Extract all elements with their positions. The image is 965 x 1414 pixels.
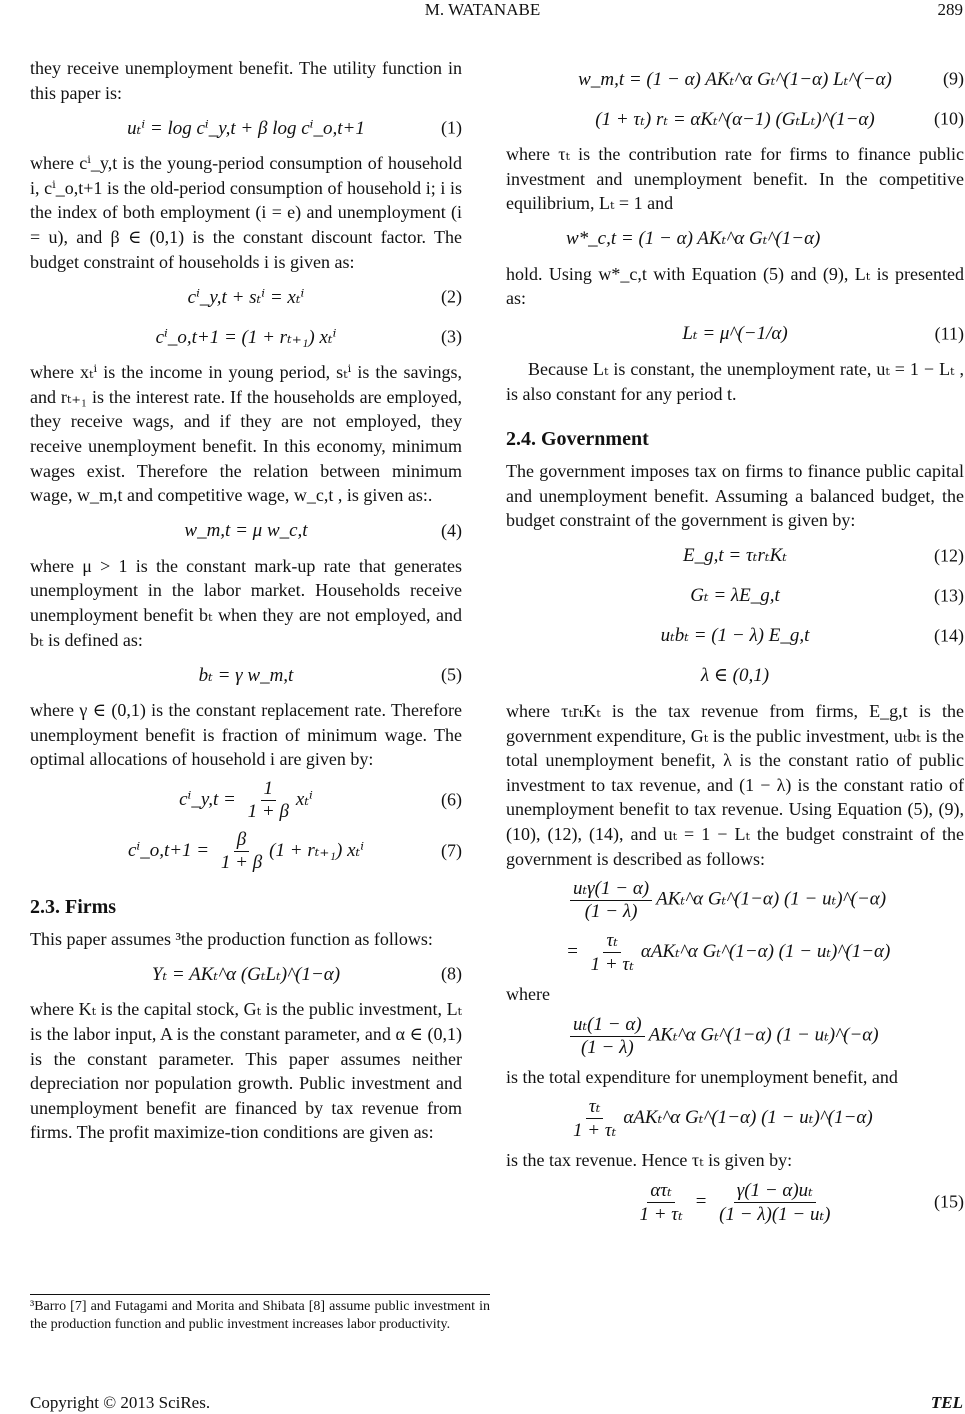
fraction bbox=[570, 1013, 645, 1059]
equation bbox=[506, 619, 964, 653]
equation-term: (1 + τₜ) rₜ = αKₜ^(α−1) (GₜLₜ)^(1−α) bbox=[595, 108, 875, 130]
equation-number: (8) bbox=[441, 963, 462, 984]
equation-term: αAKₜ^α Gₜ^(1−α) (1 − uₜ)^(1−α) bbox=[623, 1107, 873, 1129]
paragraph: they receive unemployment benefit. The utility function in this paper is: bbox=[30, 58, 462, 103]
fraction-denominator: (1 − λ)(1 − uₜ) bbox=[719, 1203, 831, 1225]
equation-number: (10) bbox=[934, 108, 964, 129]
equation-term: cⁱ_y,t + sₜⁱ = xₜⁱ bbox=[187, 286, 305, 308]
equation-number: (12) bbox=[934, 545, 964, 566]
equation-term: = bbox=[566, 940, 584, 962]
fraction-numerator: γ(1 − α)uₜ bbox=[734, 1179, 816, 1203]
equation-body bbox=[632, 1179, 837, 1226]
fraction-denominator: 1 + τₜ bbox=[639, 1203, 683, 1225]
equation-term: AKₜ^α Gₜ^(1−α) (1 − uₜ)^(−α) bbox=[648, 1024, 879, 1046]
equation-term: bₜ = γ w_m,t bbox=[198, 664, 294, 686]
equation-term: Yₜ = AKₜ^α (GₜLₜ)^(1−α) bbox=[151, 963, 341, 985]
equation-number: (2) bbox=[441, 286, 462, 307]
page-number: 289 bbox=[937, 0, 963, 19]
paragraph: where γ ∈ (0,1) is the constant replacement rate. Therefore unemployment benefit is fraction of minimum wage. The optimal allocations of household i are given by: bbox=[30, 700, 462, 770]
equation bbox=[506, 317, 964, 351]
equation-term: αAKₜ^α Gₜ^(1−α) (1 − uₜ)^(1−α) bbox=[640, 940, 891, 962]
equation bbox=[506, 62, 964, 96]
equation bbox=[506, 659, 964, 693]
equation-term: = bbox=[689, 1190, 713, 1212]
equation bbox=[506, 1179, 964, 1226]
equation-body bbox=[683, 544, 787, 567]
equation-term: Lₜ = μ^(−1/α) bbox=[682, 323, 788, 345]
running-header-author: M. WATANABE bbox=[424, 0, 541, 19]
section-heading: 2.3. Firms bbox=[30, 895, 117, 918]
equation-number: (14) bbox=[934, 625, 964, 646]
fraction-denominator: 1 + β bbox=[247, 800, 289, 822]
paragraph: is the tax revenue. Hence τₜ is given by: bbox=[506, 1150, 793, 1171]
copyright: Copyright © 2013 SciRes. bbox=[30, 1393, 211, 1412]
paragraph: Because Lₜ is constant, the unemployment rate, uₜ = 1 − Lₜ , is also constant for any period t. bbox=[506, 358, 964, 404]
equation-body bbox=[682, 322, 787, 345]
fraction-denominator: 1 + β bbox=[220, 851, 263, 873]
paragraph: This paper assumes ³the production function as follows: bbox=[30, 928, 433, 949]
paragraph: where Kₜ is the capital stock, Gₜ is the public investment, Lₜ is the labor input, A is the constant parameter, and α ∈ (0,1) is the constant parameter. This paper assumes neither depreciation nor population growth. Public investment and unemployment benefit are financed by tax revenue from firms. The profit maximize-tion conditions are given as: bbox=[30, 999, 462, 1143]
equation-body bbox=[578, 68, 892, 91]
fraction bbox=[570, 877, 652, 923]
paragraph: where xₜⁱ is the income in young period, sₜⁱ is the savings, and rₜ₊₁ is the interest rate. If the households are employed, they receive wags, and if they are not employed, they receive unemployment benefit. In this economy, minimum wages exist. Therefore the relation between minimum wage, w_m,t and competitive wage, w_c,t , is given as:. bbox=[30, 362, 462, 506]
equation-body bbox=[595, 108, 874, 131]
equation-number: (9) bbox=[943, 68, 964, 89]
equation-term: w_m,t = μ w_c,t bbox=[184, 519, 308, 541]
equation-number: (1) bbox=[441, 117, 462, 138]
equation-number: (11) bbox=[934, 323, 964, 344]
equation-term: AKₜ^α Gₜ^(1−α) (1 − uₜ)^(−α) bbox=[656, 888, 887, 910]
footnote: ³Barro [7] and Futagami and Morita and Shibata [8] assume public investment in the production function and public investment increases labor productivity. bbox=[30, 1299, 490, 1332]
equation-term: uₜbₜ = (1 − λ) E_g,t bbox=[660, 625, 810, 647]
footnote-divider bbox=[30, 1294, 490, 1295]
fraction-numerator: τₜ bbox=[603, 929, 621, 953]
fraction bbox=[716, 1179, 833, 1226]
equation bbox=[506, 929, 964, 976]
equation-term: (1 + rₜ₊₁) xₜⁱ bbox=[269, 839, 365, 861]
equation-number: (4) bbox=[441, 520, 462, 541]
equation-number: (5) bbox=[441, 664, 462, 685]
fraction-denominator: 1 + τₜ bbox=[573, 1120, 617, 1142]
fraction bbox=[636, 1179, 685, 1226]
paragraph: is the total expenditure for unemployment benefit, and bbox=[506, 1066, 898, 1087]
equation bbox=[506, 877, 964, 923]
paragraph: hold. Using w*_c,t with Equation (5) and (9), Lₜ is presented as: bbox=[506, 263, 964, 309]
paragraph: where cⁱ_y,t is the young-period consumption of household i, cⁱ_o,t+1 is the old-period consumption of household i; i is the index of both employment (i = e) and unemployment (i = u), and β ∈ (0,1) is the constant discount factor. The budget constraint of households i is given as: bbox=[30, 153, 462, 272]
equation bbox=[506, 579, 964, 613]
equation-body bbox=[566, 877, 886, 923]
equation-term: uₜⁱ = log cⁱ_y,t + β log cⁱ_o,t+1 bbox=[127, 117, 365, 139]
paragraph: where bbox=[506, 984, 550, 1005]
equation bbox=[506, 102, 964, 136]
equation-term: w*_c,t = (1 − α) AKₜ^α Gₜ^(1−α) bbox=[566, 228, 821, 250]
equation bbox=[506, 539, 964, 573]
equation bbox=[506, 1013, 964, 1059]
equation-body bbox=[566, 929, 890, 976]
fraction-numerator: ατₜ bbox=[647, 1179, 674, 1203]
equation-body bbox=[690, 584, 780, 607]
equation-term: E_g,t = τₜrₜKₜ bbox=[683, 545, 787, 567]
equation-term: xₜⁱ bbox=[295, 788, 313, 810]
fraction-numerator: τₜ bbox=[586, 1095, 604, 1119]
equation-term: cⁱ_o,t+1 = (1 + rₜ₊₁) xₜⁱ bbox=[155, 326, 337, 348]
section-heading: 2.4. Government bbox=[506, 428, 649, 451]
equation-number: (15) bbox=[934, 1191, 964, 1212]
paragraph: where μ > 1 is the constant mark-up rate that generates unemployment in the labor market. Households receive unemployment benefit bₜ when they are not employed, and bₜ is defined as: bbox=[30, 555, 462, 650]
fraction-numerator: 1 bbox=[261, 778, 277, 801]
paragraph: where τₜrₜKₜ is the tax revenue from firms, E_g,t is the government expenditure, Gₜ is the public investment, uₜbₜ is the total unemployment benefit, λ is the constant ratio of public investment to tax revenue, and (1 − λ) is the constant ratio of unemployment benefit to tax revenue. Using Equation (5), (9), (10), (12), (14), and uₜ = 1 − Lₜ the budget constraint of the government is described as follows: bbox=[506, 700, 964, 869]
equation-term: Gₜ = λE_g,t bbox=[690, 585, 780, 607]
fraction-denominator: 1 + τₜ bbox=[590, 954, 634, 976]
fraction bbox=[570, 1095, 619, 1142]
equation-term: λ ∈ (0,1) bbox=[700, 665, 770, 687]
fraction-numerator: uₜ(1 − α) bbox=[570, 1013, 645, 1037]
fraction-numerator: uₜγ(1 − α) bbox=[570, 877, 652, 901]
equation-number: (6) bbox=[441, 789, 462, 810]
equation-body bbox=[566, 1013, 879, 1059]
fraction-denominator: (1 − λ) bbox=[580, 1036, 634, 1058]
fraction-numerator: β bbox=[234, 829, 249, 852]
equation-number: (7) bbox=[441, 840, 462, 861]
fraction bbox=[588, 929, 637, 976]
equation-term: cⁱ_y,t = bbox=[179, 788, 241, 810]
equation-number: (13) bbox=[934, 585, 964, 606]
fraction-denominator: (1 − λ) bbox=[584, 901, 638, 923]
equation-term: cⁱ_o,t+1 = bbox=[127, 839, 214, 861]
equation-body bbox=[661, 624, 810, 647]
equation bbox=[506, 1095, 964, 1142]
equation-body bbox=[701, 664, 769, 687]
paragraph: The government imposes tax on firms to finance public capital and unemployment benefit. Assuming a balanced budget, the budget constraint of the government is given by: bbox=[506, 461, 964, 531]
equation-body bbox=[566, 1095, 873, 1142]
equation bbox=[506, 222, 964, 256]
journal-abbrev: TEL bbox=[930, 1393, 963, 1412]
equation-term: w_m,t = (1 − α) AKₜ^α Gₜ^(1−α) Lₜ^(−α) bbox=[578, 68, 892, 90]
paragraph: where τₜ is the contribution rate for firms to finance public investment and unemployment benefit. In the competitive equilibrium, Lₜ = 1 and bbox=[506, 144, 964, 214]
equation-body bbox=[566, 227, 820, 250]
right-column bbox=[506, 56, 964, 1232]
equation-number: (3) bbox=[441, 326, 462, 347]
